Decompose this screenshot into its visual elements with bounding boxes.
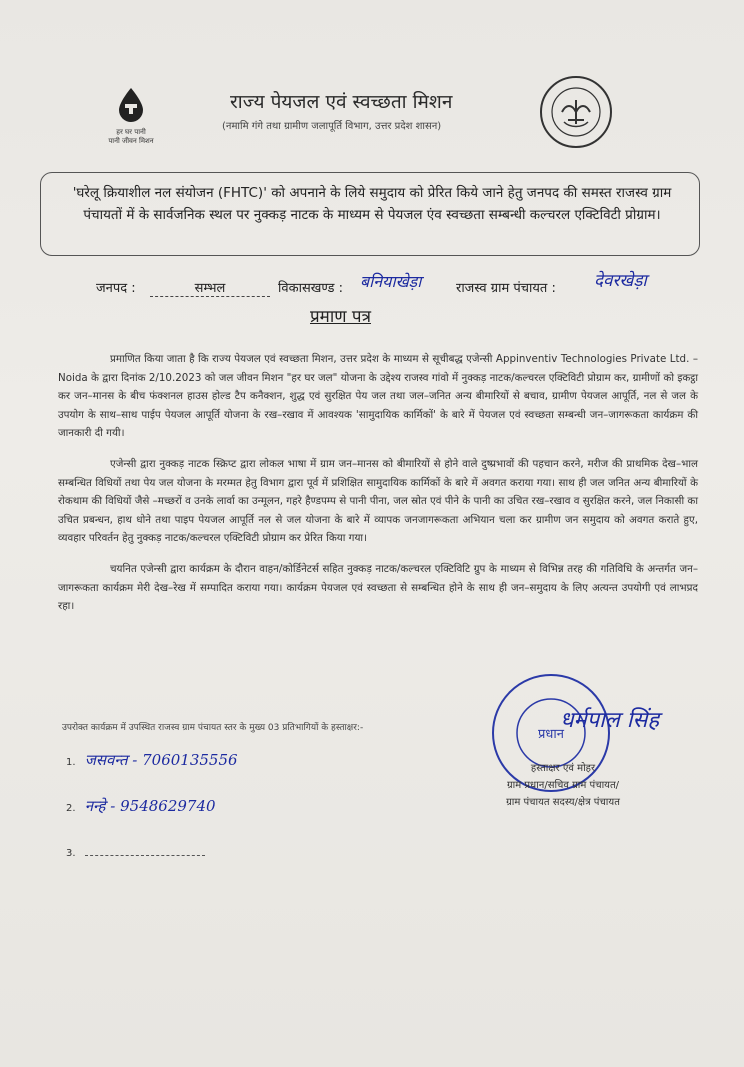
block-label: विकासखण्ड : [278,281,344,296]
participant-signature-row [66,750,238,770]
participants-note: उपरोक्त कार्यक्रम में उपस्थित राजस्व ग्राम पंचायत स्तर के मुख्य 03 प्रतिभागियों के हस्ताक्षर:- [62,723,364,733]
program-description: 'घरेलू क्रियाशील नल संयोजन (FHTC)' को अपनाने के लिये समुदाय को प्रेरित किये जाने हेतु जनपद की समस्त राजस्व ग्राम पंचायतों में के सार्वजनिक स्थल पर नुक्कड़ नाटक के माध्यम से पेयजल एंव स्वच्छता सम्बन्धी कल्चरल एक्टिविटी प्रोग्राम। [72,185,672,223]
row-number: 3. [66,848,76,859]
header-subtitle: (नमामि गंगे तथा ग्रामीण जलापूर्ति विभाग, उत्तर प्रदेश शासन) [222,121,442,132]
panchayat-label: राजस्व ग्राम पंचायत : [456,281,556,296]
participant-signature: नन्हे - 9548629740 [84,797,216,815]
participant-signature-row [66,796,216,816]
paragraph: एजेन्सी द्वारा नुक्कड़ नाटक स्क्रिप्ट द्वारा लोकल भाषा में ग्राम जन–मानस को बीमारियों से होने वाले दुष्प्रभावों की पहचान करने, मरीज की प्राथमिक देख–भाल सम्बन्धित विधियों तथा पेय जल योजना के मरम्मत हेतु विभाग द्वारा पूर्व में प्रशिक्षित सामुदायिक कार्मिकों के बारे में अवगत कराया गया। साथ ही जल जनित अन्य बीमारियों के रोकथाम की विधियों जैसे –मच्छरों व उनके लार्वा का उन्मूलन, गहरे हैण्डपम्प से पानी पीना, जल स्रोत एवं पीने के पानी का उचित रख–रखाव व सुरक्षित करने, जल निकासी का उचित प्रबन्धन, हाथ धोने तथा पाइप पेयजल आपूर्ति नल से जल योजना के बारे में व्यापक जनजागरूकता अभियान चला कर ग्रामीण जन समुदाय को अवगत कराते हुए, व्यवहार परिवर्तन हेतु नुक्कड़ नाटक/कल्चरल एक्टिविटी प्रोग्राम कर प्रेरित किया गया। [58,457,698,545]
participant-signature: जसवन्त - 7060135556 [84,751,238,769]
row-number: 2. [66,803,76,814]
designation-block [468,760,658,811]
water-drop-tap-icon [116,88,146,122]
panchayat-value: देवरखेड़ा [594,271,647,291]
certificate-title: प्रमाण पत्र [310,307,371,327]
logo-caption: हर घर पानी पानी जीवन मिशन [108,128,154,145]
paragraph: प्रमाणित किया जाता है कि राज्य पेयजल एवं स्वच्छता मिशन, उत्तर प्रदेश के माध्यम से सूचीबद्ध एजेन्सी Appinventiv Technologies Private Ltd. – Noida के द्वारा दिनांक 2/10.2023 को जल जीवन मिशन "हर घर जल" योजना के उद्देश्य राजस्व गांवो में नुक्कड़ नाटक/कल्चरल एक्टिविटी प्रोग्राम कर, ग्रामीणों को इकट्ठा कर जन–मानस के बीच फंक्शनल हाउस होल्ड टैप कनैक्शन, शुद्ध एवं सुरक्षित पेय जल तथा जल–जनित अन्य बीमारियों से बचाव, ग्रामीण पेयजल आपूर्ति, नल से जल के उपयोग के साथ–साथ पाईप पेयजल आपूर्ति योजना के रख–रखाव में आवश्यक 'सामुदायिक कार्मिकों' के बारे में पेयजल एवं स्वच्छता सम्बन्धी जन–जागरूकता कार्यक्रम की जानकारी दी गयी। [58,353,698,440]
participant-signature-row [66,848,205,859]
block-value: बनियाखेड़ा [360,272,422,291]
designation-line: ग्राम पंचायत सदस्य/क्षेत्र पंचायत [506,797,620,808]
designation-line: हस्ताक्षर एवं मोहर [530,763,596,774]
up-state-emblem-icon [538,74,614,150]
header-title: राज्य पेयजल एवं स्वच्छता मिशन [230,91,453,113]
jal-jeevan-mission-logo [96,84,166,154]
district-field [150,278,270,297]
district-label: जनपद : [96,281,136,296]
empty-signature-line [85,855,205,856]
paragraph: चयनित एजेन्सी द्वारा कार्यक्रम के दौरान वाहन/कोर्डिनेटर्स सहित नुक्कड़ नाटक/कल्चरल एक्टिविटि ग्रुप के माध्यम से विभिन्न तरह की गतिविधि के अन्तर्गत जन–जागरूकता कार्यक्रम मेरी देख–रेख में सम्पादित कराया गया। कार्यक्रम पेयजल एवं स्वच्छता से सम्बन्धित होने के साथ ही जन–समुदाय के लिए अत्यन्त उपयोगी एवं लाभप्रद रहा। [58,562,698,613]
district-value: सम्भल [194,281,226,296]
designation-line: ग्राम प्रधान/सचिव ग्राम पंचायत/ [506,780,620,791]
certificate-body [58,350,698,622]
pradhan-signature: धर्मपाल सिंह [560,708,660,733]
stamp-center-text: प्रधान [538,727,564,742]
row-number: 1. [66,757,76,768]
